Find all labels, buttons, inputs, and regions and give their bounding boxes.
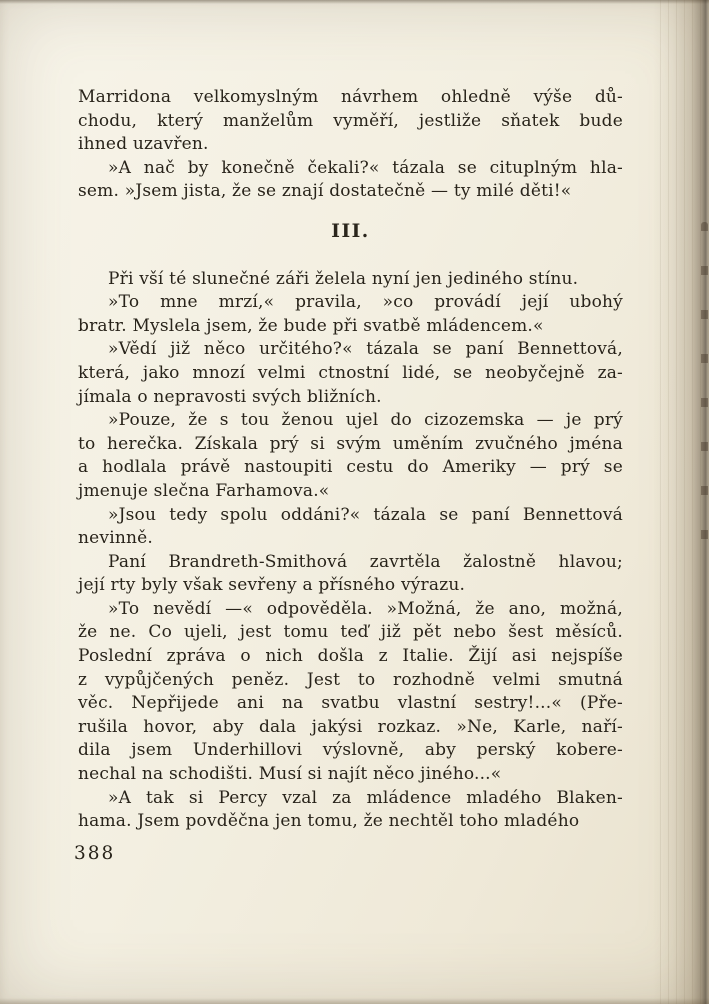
top-edge-shadow (0, 0, 709, 4)
text-block (78, 86, 623, 834)
text-line: z vypůjčených peněz. Jest to rozhodně velmi smutná (78, 669, 623, 690)
body-text (78, 268, 623, 834)
text-line: jímala o nepravosti svých bližních. (78, 386, 382, 407)
page-edge-bleed-marks (701, 222, 708, 542)
intro-text (78, 86, 623, 204)
paragraph (78, 157, 623, 204)
text-line: »A tak si Percy vzal za mládence mladého Blaken- (108, 787, 623, 808)
text-line: bratr. Myslela jsem, že bude při svatbě mládencem.« (78, 315, 544, 336)
text-line: nevinně. (78, 528, 154, 549)
paragraph (78, 504, 623, 551)
text-line: jmenuje slečna Farhamova.« (78, 480, 330, 501)
paragraph (78, 86, 623, 157)
text-line: Paní Brandreth-Smithová zavrtěla žalostně hlavou; (108, 551, 623, 572)
text-line: »To mne mrzí,« pravila, »co provádí její ubohý (108, 292, 623, 313)
text-line: »A nač by konečně čekali?« tázala se cituplným hla- (108, 157, 623, 178)
paragraph (78, 598, 623, 787)
text-line: »Vědí již něco určitého?« tázala se paní Bennettová, (108, 339, 623, 360)
text-line: to herečka. Získala prý si svým uměním zvučného jména (78, 433, 623, 454)
text-line: »To nevědí —« odpověděla. »Možná, že ano, možná, (108, 598, 623, 619)
text-line: Poslední zpráva o nich došla z Italie. Žijí asi nejspíše (78, 646, 623, 667)
text-line: hama. Jsem povděčna jen tomu, že nechtěl toho mladého (78, 811, 580, 832)
paragraph (78, 409, 623, 503)
paragraph (78, 291, 623, 338)
paragraph (78, 338, 623, 409)
text-line: nechal na schodišti. Musí si najít něco jiného...« (78, 764, 502, 785)
text-line: Marridona velkomyslným návrhem ohledně výše dů- (78, 87, 623, 107)
text-line: sem. »Jsem jista, že se znají dostatečně — ty milé děti!« (78, 181, 572, 202)
text-line: dila jsem Underhillovi výslovně, aby perský kobere- (78, 740, 623, 761)
bottom-edge-shadow (0, 998, 709, 1004)
text-line: Při vší té slunečné záři želela nyní jen jediného stínu. (108, 268, 579, 289)
text-line: a hodlala právě nastoupiti cestu do Ameriky — prý se (78, 457, 623, 478)
paragraph (78, 787, 623, 834)
text-line: její rty byly však sevřeny a přísného výrazu. (78, 575, 466, 596)
text-line: že ne. Co ujeli, jest tomu teď již pět nebo šest měsíců. (78, 622, 623, 643)
text-line: věc. Nepřijede ani na svatbu vlastní sestry!...« (Pře- (78, 693, 623, 714)
text-line: rušila hovor, aby dala jakýsi rozkaz. »Ne, Karle, naří- (78, 716, 623, 737)
text-line: chodu, který manželům vyměří, jestliže sňatek bude (78, 110, 623, 131)
page-number: 388 (74, 843, 116, 864)
paragraph (78, 268, 623, 292)
text-line: ihned uzavřen. (78, 134, 209, 155)
text-line: která, jako mnozí velmi ctnostní lidé, se neobyčejně za- (78, 362, 623, 383)
text-line: »Pouze, že s tou ženou ujel do cizozemska — je prý (108, 410, 623, 431)
paragraph (78, 551, 623, 598)
text-line: »Jsou tedy spolu oddáni?« tázala se paní Bennettová (108, 504, 623, 525)
chapter-heading: III. (331, 220, 370, 242)
